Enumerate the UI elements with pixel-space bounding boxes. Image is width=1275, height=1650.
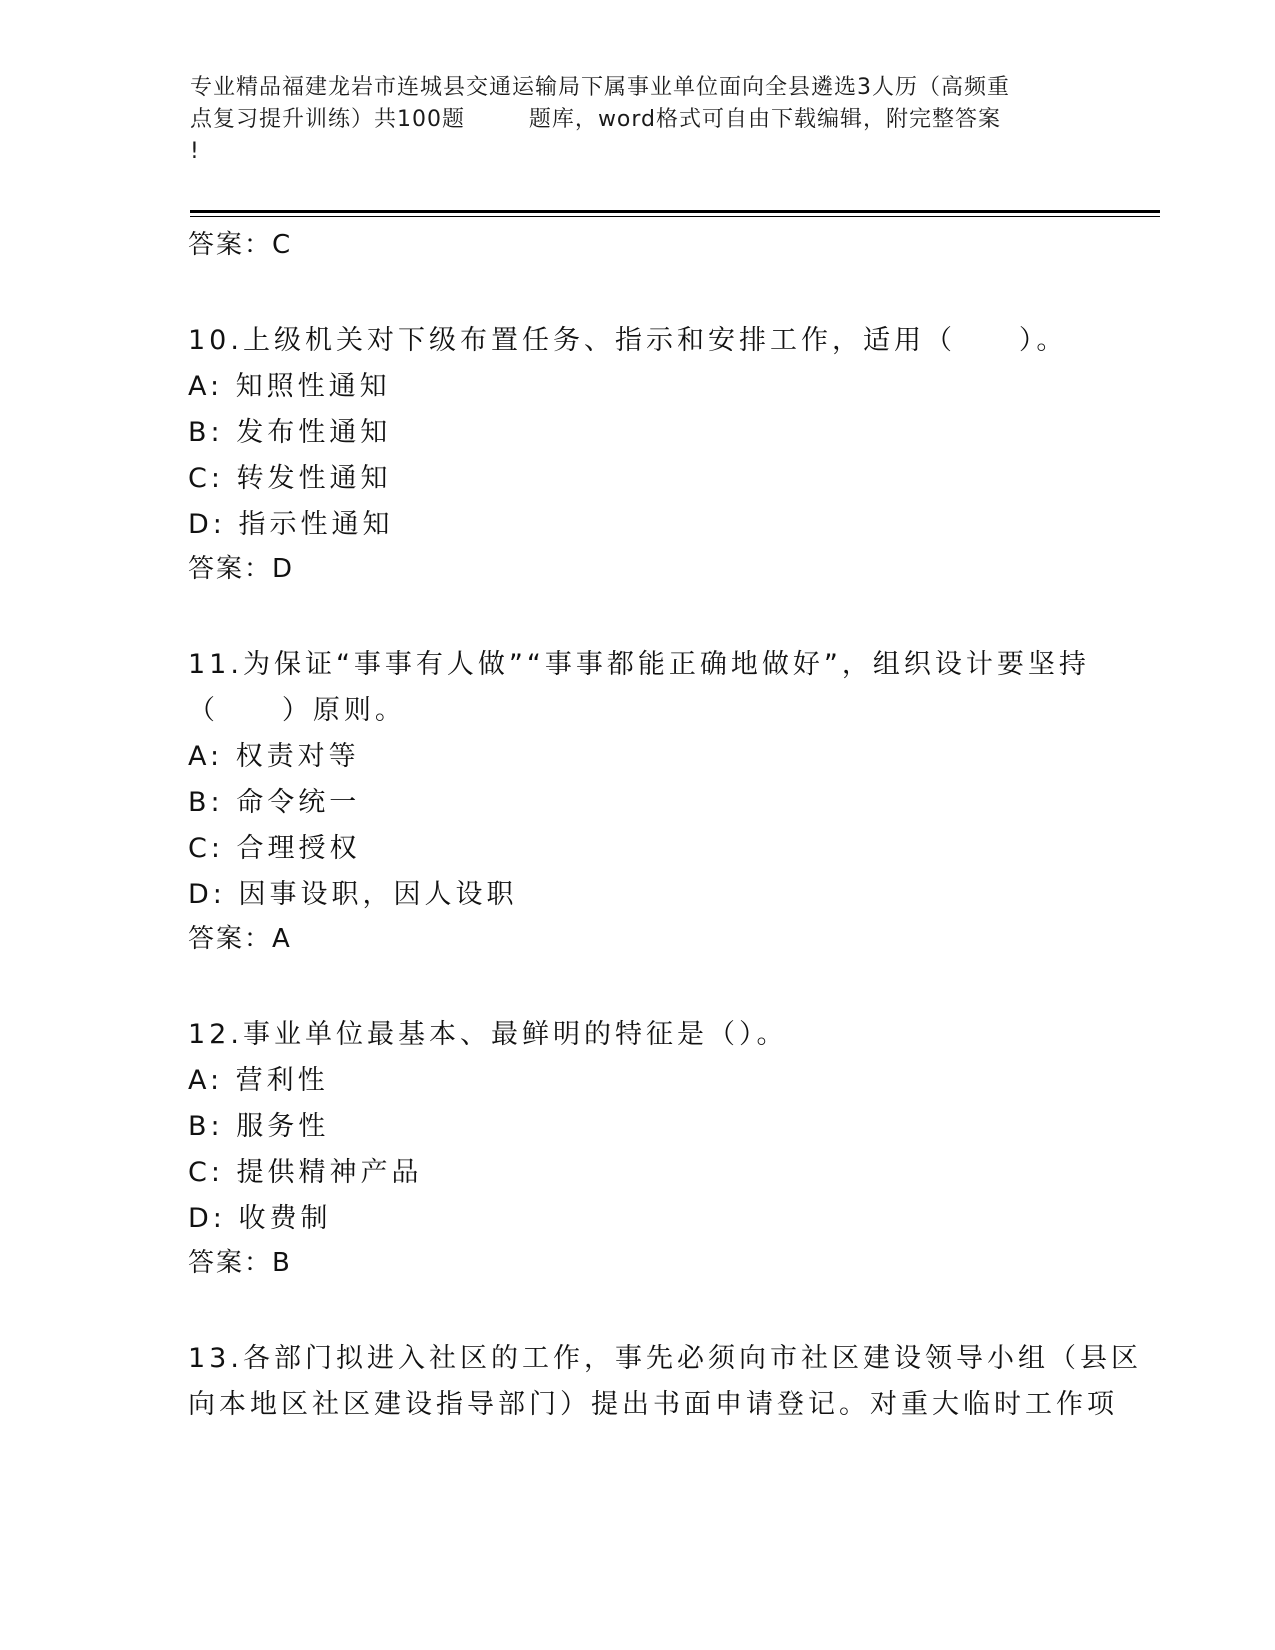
document-body [188,224,1142,1428]
header-line-3: ! [190,139,200,164]
question-stem: 10.上级机关对下级布置任务、指示和安排工作，适用（ ）。 [188,325,1068,356]
answer-line: 答案：B [188,1248,292,1278]
header-divider-thin [190,216,1160,217]
option-d: D: 因事设职，因人设职 [188,879,518,910]
answer-line: 答案：A [188,924,292,954]
option-b: B: 服务性 [188,1111,330,1142]
option-a: A: 营利性 [188,1065,329,1096]
option-b: B: 命令统一 [188,787,361,818]
question-11 [188,642,1088,962]
question-stem-continued: （ ）原则。 [188,695,406,726]
option-a: A: 权责对等 [188,741,360,772]
option-b: B: 发布性通知 [188,417,392,448]
option-c: C: 合理授权 [188,833,361,864]
option-c: C: 转发性通知 [188,463,392,494]
question-13 [188,1336,1142,1428]
document-header [190,72,1090,168]
option-d: D: 收费制 [188,1203,332,1234]
header-line-1: 专业精品福建龙岩市连城县交通运输局下属事业单位面向全县遴选3人历（高频重 [190,75,1010,100]
question-stem: 12.事业单位最基本、最鲜明的特征是（）。 [188,1019,788,1050]
header-line-2: 点复习提升训练）共100题 题库，word格式可自由下载编辑，附完整答案 [190,107,1002,132]
question-stem: 13.各部门拟进入社区的工作，事先必须向市社区建设领导小组（县区 [188,1343,1142,1374]
question-stem: 11.为保证“事事有人做”“事事都能正确地做好”，组织设计要坚持 [188,649,1090,680]
option-c: C: 提供精神产品 [188,1157,423,1188]
question-12 [188,1012,1088,1286]
header-divider-thick [190,210,1160,213]
answer-line: 答案：C [188,230,293,260]
option-d: D: 指示性通知 [188,509,394,540]
question-stem-continued: 向本地区社区建设指导部门）提出书面申请登记。对重大临时工作项 [188,1389,1118,1420]
answer-line: 答案：D [188,554,295,584]
option-a: A: 知照性通知 [188,371,391,402]
question-10 [188,318,1088,592]
